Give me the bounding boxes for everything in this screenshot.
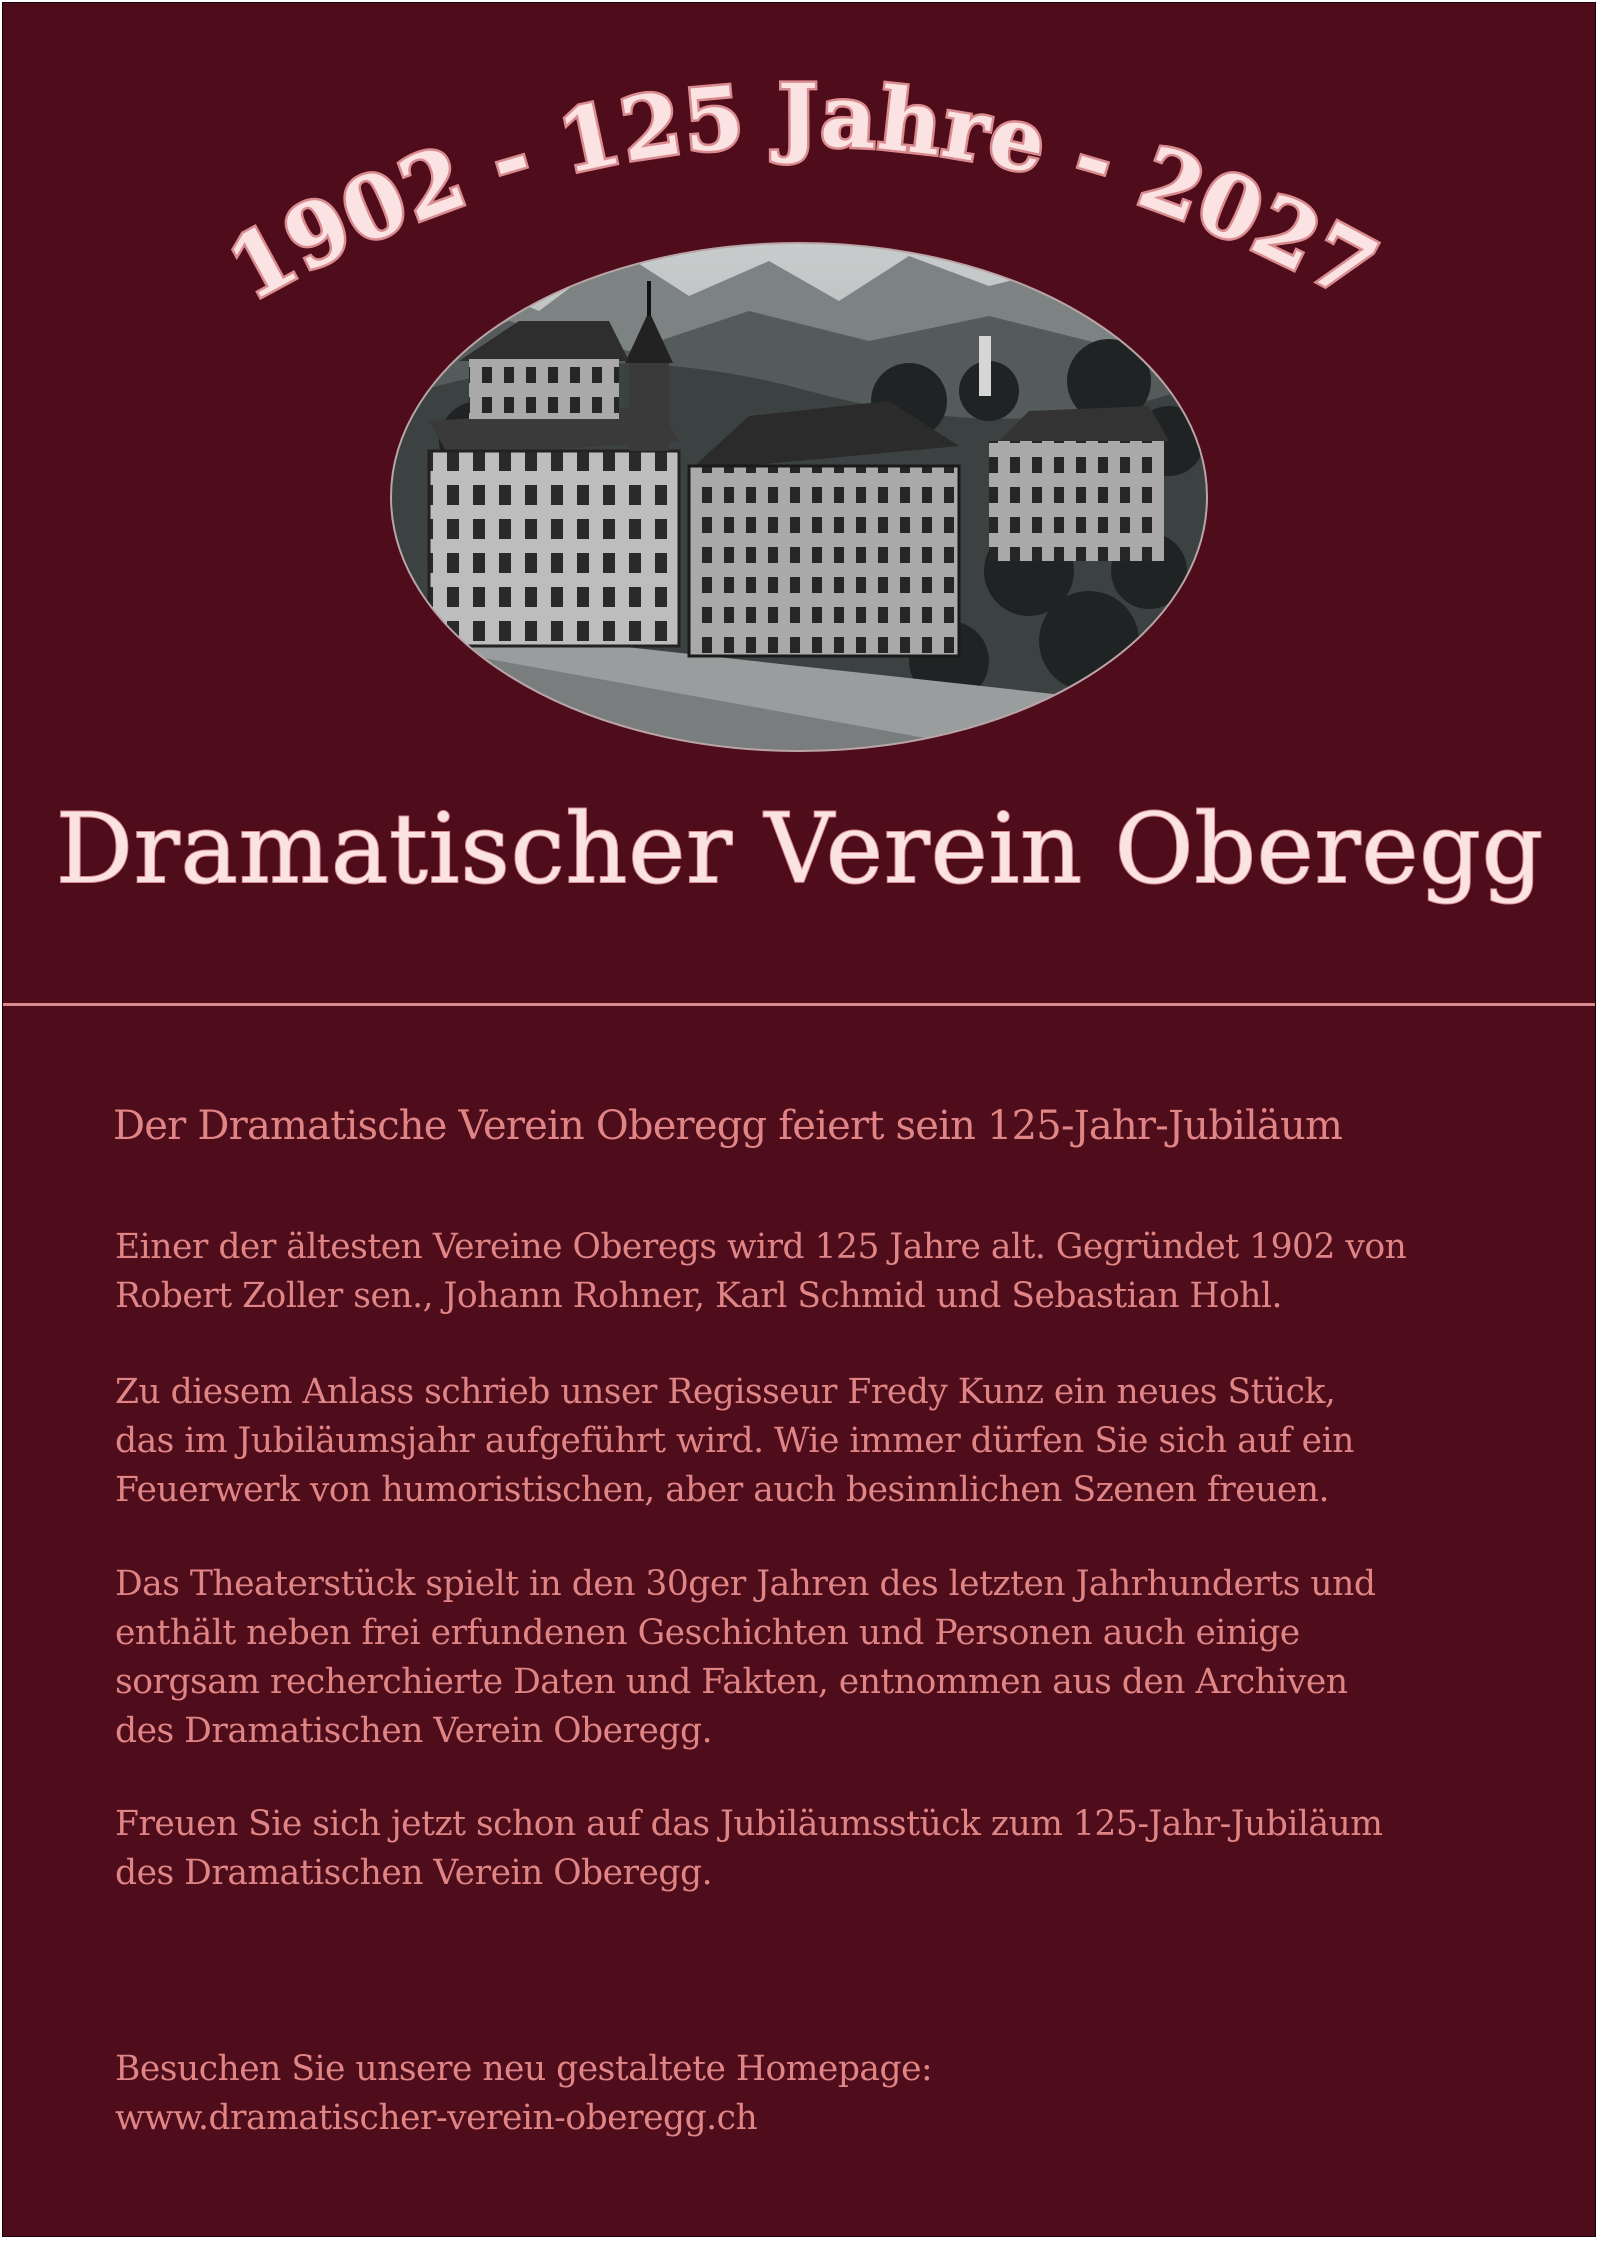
club-name: Dramatischer Verein Oberegg [55,793,1545,905]
anniversary-heading-text: 1902 - 125 Jahre - 2027 [212,65,1394,321]
village-photo [389,241,1209,753]
footer [115,2045,932,2143]
divider [3,1003,1596,1006]
paragraph-setting: Das Theaterstück spielt in den 30ger Jahren des letzten Jahrhunderts und enthält neben frei erfundenen Geschichten und Personen auch einige sorgsam recherchierte Daten und Fakten, entnommen aus den Archiven des Dramatischen Verein Oberegg. [115,1564,1376,1751]
homepage-text: Besuchen Sie unsere neu gestaltete Homepage: [115,2049,933,2089]
paragraph-founding: Einer der ältesten Vereine Oberegs wird 125 Jahre alt. Gegründet 1902 von Robert Zoller sen., Johann Rohner, Karl Schmid und Sebastian Hohl. [115,1227,1407,1316]
paragraph-invitation: Freuen Sie sich jetzt schon auf das Jubiläumsstück zum 125-Jahr-Jubiläum des Dramatischen Verein Oberegg. [115,1804,1383,1893]
intro-heading: Der Dramatische Verein Oberegg feiert sein 125-Jahr-Jubiläum [113,1103,1343,1149]
homepage-link[interactable]: www.dramatischer-verein-oberegg.ch [115,2098,758,2138]
poster [2,2,1596,2237]
paragraph-new-play: Zu diesem Anlass schrieb unser Regisseur Fredy Kunz ein neues Stück, das im Jubiläumsjahr aufgeführt wird. Wie immer dürfen Sie sich auf ein Feuerwerk von humoristischen, aber auch besinnlichen Szenen freuen. [115,1372,1354,1510]
